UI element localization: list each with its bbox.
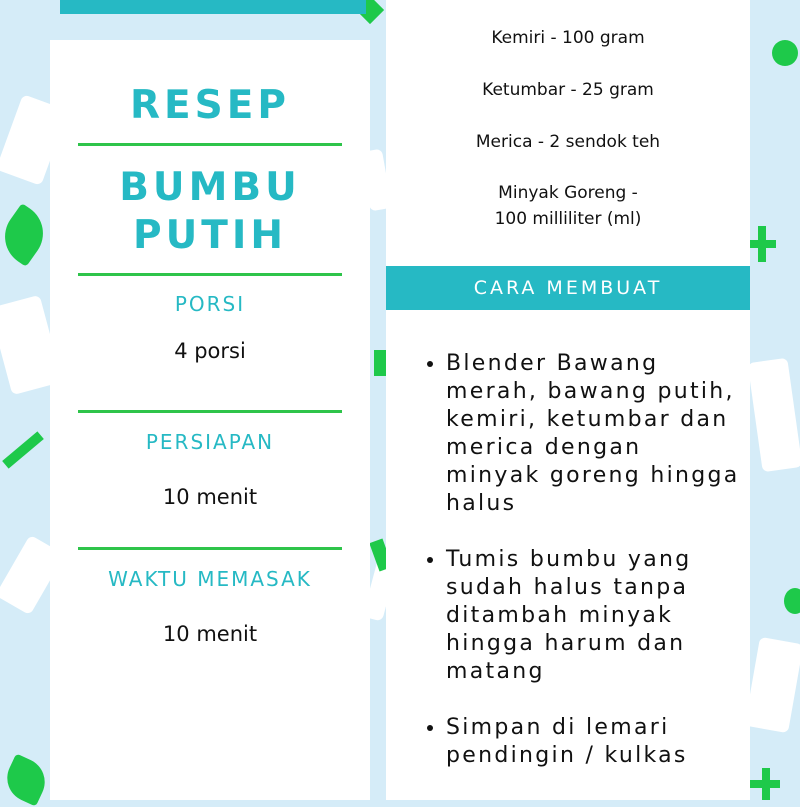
step-item: • Tumis bumbu yang sudah halus tanpa ditambah minyak hingga harum dan matang [446, 546, 742, 686]
dot-decoration [772, 40, 798, 66]
section-divider [78, 273, 342, 276]
step-item: • Blender Bawang merah, bawang putih, kemiri, ketumbar dan merica dengan minyak goreng hingga halus [446, 350, 742, 518]
servings-value: 4 porsi [174, 339, 246, 363]
prep-time-value: 10 menit [162, 485, 258, 509]
leaf-decoration [2, 431, 44, 468]
prep-time-label: PERSIAPAN [145, 430, 275, 454]
steps-list [402, 350, 742, 798]
servings-label: PORSI [174, 292, 246, 316]
top-accent-bar [60, 0, 366, 14]
plus-decoration [748, 240, 776, 248]
background-shape [745, 637, 800, 733]
background-shape [748, 358, 800, 472]
leaf-decoration [0, 753, 53, 806]
section-divider [78, 547, 342, 550]
ingredient-item: Merica - 2 sendok teh [475, 132, 661, 152]
recipe-title-line-3: PUTIH [132, 213, 287, 258]
ingredient-item: Ketumbar - 25 gram [482, 80, 654, 100]
steps-header: CARA MEMBUAT [386, 266, 750, 310]
leaf-decoration [0, 203, 55, 267]
cook-time-label: WAKTU MEMASAK [108, 567, 312, 591]
ingredient-item: Minyak Goreng - [498, 183, 638, 203]
dot-decoration [784, 588, 800, 614]
title-divider [78, 143, 342, 146]
plus-decoration [750, 780, 780, 788]
leaf-decoration [374, 350, 386, 376]
section-divider [78, 410, 342, 413]
step-item: • Simpan di lemari pendingin / kulkas [446, 714, 742, 770]
ingredient-item: 100 milliliter (ml) [494, 209, 642, 229]
cook-time-value: 10 menit [162, 622, 258, 646]
recipe-info-card [50, 40, 370, 800]
ingredient-item: Kemiri - 100 gram [491, 28, 645, 48]
recipe-title-line-1: RESEP [130, 83, 290, 128]
recipe-title-line-2: BUMBU [119, 165, 301, 210]
